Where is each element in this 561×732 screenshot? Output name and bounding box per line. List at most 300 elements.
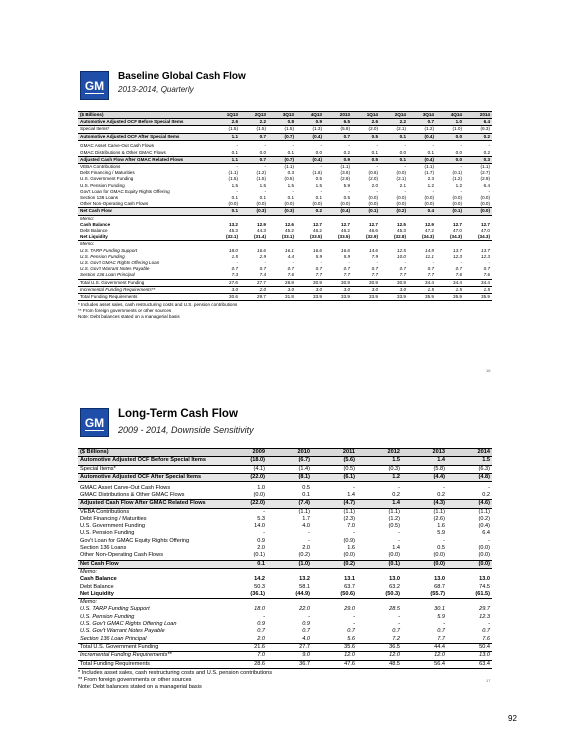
table-cell: 3.0 xyxy=(315,286,322,292)
table-cell: - xyxy=(376,163,378,169)
table-cell: 30.9 xyxy=(324,279,352,286)
table-cell: - xyxy=(404,163,406,169)
table-cell: - xyxy=(308,530,310,537)
table-cell: 2.6 xyxy=(212,119,240,126)
table-cell: 0.7 xyxy=(302,628,310,635)
table-cell: (0.5) xyxy=(284,176,294,182)
table-cell: 18.0 xyxy=(254,606,265,613)
table-cell: (5.6) xyxy=(312,457,357,465)
table-cell: 27.7 xyxy=(267,643,312,651)
table-cell: (1.2) xyxy=(424,126,434,132)
table-cell: (0.0) xyxy=(447,560,492,568)
table-cell: 5.9 xyxy=(437,530,445,537)
table-cell: 0.1 xyxy=(380,133,408,140)
table-cell: 0.2 xyxy=(437,491,445,498)
cash-flow-table xyxy=(78,111,492,301)
table-cell: (2.0) xyxy=(368,126,378,132)
table-header-row xyxy=(78,112,492,119)
table-cell: 10.0 xyxy=(397,253,406,259)
table-cell xyxy=(402,599,447,607)
table-cell: 0.5 xyxy=(302,484,310,491)
table-row xyxy=(78,530,492,537)
row-label: Incremental Funding Requirements** xyxy=(80,286,156,292)
table-row xyxy=(78,552,492,560)
table-cell: 0.1 xyxy=(287,194,294,200)
table-cell: (0.0) xyxy=(396,201,406,207)
units-header: ($ Billions) xyxy=(78,112,212,119)
table-cell: 12.0 xyxy=(434,652,445,659)
table-row xyxy=(78,241,492,248)
table-cell: 12.0 xyxy=(389,652,400,659)
footnote: ** From foreign governments or other sources xyxy=(78,308,172,314)
table-row xyxy=(78,538,492,545)
table-header-row xyxy=(78,449,492,457)
table-cell: (4.8) xyxy=(447,473,492,481)
table-cell: 28.8 xyxy=(268,279,296,286)
row-label: Section 136 Loans xyxy=(80,194,119,200)
table-cell: 14.9 xyxy=(425,247,434,253)
table-cell: 0.1 xyxy=(427,149,434,155)
table-cell: 1.5 xyxy=(287,182,294,188)
table-cell: 18.0 xyxy=(229,247,238,253)
table-cell: 12.0 xyxy=(344,652,355,659)
table-cell: 0.7 xyxy=(257,628,265,635)
table-cell: (0.0) xyxy=(480,201,490,207)
row-label: Memo: xyxy=(78,241,212,248)
table-cell xyxy=(352,215,380,222)
table-cell: 0.7 xyxy=(324,133,352,140)
table-cell: 0.1 xyxy=(315,194,322,200)
table-cell: 58.1 xyxy=(299,583,310,590)
row-label: Incremental Funding Requirements** xyxy=(80,652,172,659)
row-label: VEBA Contributions xyxy=(80,508,130,515)
table-body xyxy=(78,112,492,301)
table-cell: (0.0) xyxy=(368,194,378,200)
table-cell: 0.1 xyxy=(380,156,408,163)
table-cell: 14.6 xyxy=(369,247,378,253)
table-cell: - xyxy=(236,143,238,149)
table-cell: 1.5 xyxy=(357,457,402,465)
table-cell: 0.1 xyxy=(302,491,310,498)
table-cell: 1.6 xyxy=(437,523,445,530)
table-cell: 47.0 xyxy=(481,227,490,233)
table-cell: 7.7 xyxy=(399,272,406,278)
table-cell: - xyxy=(353,613,355,620)
table-cell: (22.0) xyxy=(222,500,267,508)
table-cell: (5.8) xyxy=(340,126,350,132)
table-cell: 0.5 xyxy=(343,194,350,200)
row-label: Other Non-Operating Cash Flows xyxy=(80,552,164,559)
table-cell: (0.2) xyxy=(312,560,357,568)
table-row xyxy=(78,293,492,300)
table-cell: (2.1) xyxy=(396,126,406,132)
slide-subtitle: 2009 - 2014, Downside Sensitivity xyxy=(118,425,254,435)
row-label: Section 136 Loans xyxy=(80,545,127,552)
table-cell: 0.2 xyxy=(392,491,400,498)
column-header: 2014 xyxy=(464,112,492,119)
table-cell: 7.7 xyxy=(343,272,350,278)
slide-header xyxy=(78,67,492,111)
table-cell: 2.6 xyxy=(352,119,380,126)
table-cell: 1.5 xyxy=(231,253,238,259)
table-cell: 0.0 xyxy=(436,156,464,163)
table-cell: - xyxy=(308,613,310,620)
table-cell: (1.5) xyxy=(228,176,238,182)
table-cell: 46.6 xyxy=(369,227,378,233)
table-cell: (1.3) xyxy=(312,126,322,132)
table-cell: 6.4 xyxy=(483,182,490,188)
table-cell: 2.0 xyxy=(257,545,265,552)
table-cell: - xyxy=(460,259,462,265)
row-label: Debt Balance xyxy=(80,583,114,590)
table-cell: 0.3 xyxy=(464,156,492,163)
row-label: Total U.S. Government Funding xyxy=(78,643,222,651)
footnote: ** From foreign governments or other sources xyxy=(78,676,192,683)
table-cell: (2.9) xyxy=(340,176,350,182)
table-cell: 7.6 xyxy=(287,272,294,278)
table-cell: (0.5) xyxy=(388,523,400,530)
table-cell: 3.0 xyxy=(231,286,238,292)
table-cell: 12.7 xyxy=(341,221,350,227)
row-label: U.S. Pension Funding xyxy=(80,613,135,620)
row-label: Adjusted Cash Flow After GMAC Related Flows xyxy=(78,156,212,163)
table-cell: 1.2 xyxy=(427,182,434,188)
table-cell: 7.6 xyxy=(455,272,462,278)
table-cell: 21.6 xyxy=(222,643,267,651)
slide-title: Long-Term Cash Flow xyxy=(118,408,238,420)
table-cell: (4.1) xyxy=(253,465,265,472)
table-cell: 1.5 xyxy=(231,182,238,188)
table-row xyxy=(78,119,492,126)
table-cell: 0.1 xyxy=(212,208,240,215)
table-cell: 13.1 xyxy=(344,576,355,583)
table-cell: 36.5 xyxy=(357,643,402,651)
table-cell: 63.2 xyxy=(389,583,400,590)
table-cell: - xyxy=(236,163,238,169)
table-cell: 16.6 xyxy=(257,247,266,253)
table-cell: 5.9 xyxy=(343,253,350,259)
row-label: Net Liquidity xyxy=(78,234,212,241)
row-label: Cash Balance xyxy=(80,576,117,583)
table-cell: (8.1) xyxy=(267,473,312,481)
row-label: U.S. Gov't Warrant Notes Payable xyxy=(80,266,150,272)
row-label: Automotive Adjusted OCF Before Special Items xyxy=(78,457,222,465)
column-header: 2012 xyxy=(357,449,402,457)
table-cell: (1.2) xyxy=(256,170,266,176)
table-cell: - xyxy=(398,613,400,620)
table-cell: - xyxy=(236,188,238,194)
table-cell: 28.6 xyxy=(222,660,267,668)
table-cell: (0.0) xyxy=(452,194,462,200)
column-header: 2013 xyxy=(402,449,447,457)
table-cell: (3.6) xyxy=(340,170,350,176)
table-cell: (1.2) xyxy=(452,176,462,182)
slide-subtitle: 2013-2014, Quarterly xyxy=(118,85,194,94)
table-cell xyxy=(267,568,312,576)
table-cell: 30.9 xyxy=(296,279,324,286)
table-row xyxy=(78,508,492,516)
row-label: Debt Balance xyxy=(80,227,108,233)
footnotes xyxy=(78,670,492,691)
table-row xyxy=(78,150,492,157)
table-cell: 12.9 xyxy=(425,221,434,227)
table-cell: 74.5 xyxy=(479,583,490,590)
column-header: 4Q14 xyxy=(436,112,464,119)
row-label: Gov't Loan for GMAC Equity Rights Offering xyxy=(80,188,170,194)
table-cell: 1.5 xyxy=(315,182,322,188)
row-label: Total Funding Requirements xyxy=(78,660,222,668)
table-cell: 0.7 xyxy=(483,266,490,272)
slide-long-term-cash-flow xyxy=(78,404,492,691)
table-cell: - xyxy=(264,143,266,149)
table-cell: 46.2 xyxy=(341,227,350,233)
table-cell xyxy=(447,568,492,576)
table-cell: 44.4 xyxy=(402,643,447,651)
table-cell: 3.0 xyxy=(287,286,294,292)
table-cell: 0.9 xyxy=(257,621,265,628)
table-cell: (0.3) xyxy=(388,465,400,472)
table-cell: - xyxy=(398,530,400,537)
table-cell xyxy=(312,599,357,607)
table-row xyxy=(78,126,492,133)
table-cell xyxy=(357,599,402,607)
table-cell: - xyxy=(320,188,322,194)
row-label: Section 136 Loan Principal xyxy=(80,635,147,642)
table-cell: 12.6 xyxy=(285,221,294,227)
table-cell: - xyxy=(488,537,490,544)
table-cell: 1.4 xyxy=(347,491,355,498)
slide-header xyxy=(78,404,492,448)
table-cell: (0.0) xyxy=(452,201,462,207)
table-cell: (7.4) xyxy=(267,500,312,508)
table-cell: 0.2 xyxy=(464,133,492,140)
table-cell: - xyxy=(263,530,265,537)
slide-page-number: 16 xyxy=(486,368,491,373)
table-cell: - xyxy=(348,143,350,149)
table-cell: (4.7) xyxy=(312,500,357,508)
table-cell: (1.1) xyxy=(480,163,490,169)
table-cell xyxy=(447,599,492,607)
table-cell: 5.9 xyxy=(343,182,350,188)
table-cell: 30.9 xyxy=(380,279,408,286)
table-cell: 0.1 xyxy=(371,149,378,155)
table-cell: - xyxy=(404,259,406,265)
table-cell: 0.0 xyxy=(455,149,462,155)
table-cell: 4.0 xyxy=(302,635,310,642)
table-cell: (55.7) xyxy=(402,591,447,599)
table-cell: 5.3 xyxy=(257,515,265,522)
table-cell xyxy=(212,215,240,222)
table-cell: - xyxy=(263,613,265,620)
table-cell: (0.4) xyxy=(408,133,436,140)
table-cell: (34.3) xyxy=(464,234,492,241)
table-cell: 1.4 xyxy=(402,457,447,465)
table-cell: - xyxy=(376,143,378,149)
table-cell: 50.4 xyxy=(447,643,492,651)
table-row xyxy=(78,457,492,465)
table-cell: 1.1 xyxy=(212,133,240,140)
table-cell: 45.2 xyxy=(285,227,294,233)
table-cell: 7.0 xyxy=(347,523,355,530)
table-cell: (0.7) xyxy=(268,133,296,140)
table-cell xyxy=(222,568,267,576)
table-cell: 2.0 xyxy=(257,635,265,642)
table-row xyxy=(78,606,492,613)
column-header: 2Q13 xyxy=(240,112,268,119)
row-label: Cash Balance xyxy=(80,221,111,227)
table-cell: 12.7 xyxy=(453,221,462,227)
table-cell: 12.5 xyxy=(397,247,406,253)
document-page-number: 92 xyxy=(508,714,517,723)
row-label: Automotive Adjusted OCF After Special Items xyxy=(78,133,212,140)
table-cell: 34.4 xyxy=(436,279,464,286)
table-cell: (34.3) xyxy=(436,234,464,241)
table-cell: - xyxy=(398,484,400,491)
table-cell: 0.5 xyxy=(352,133,380,140)
table-cell: 14.2 xyxy=(254,576,265,583)
table-cell: 13.2 xyxy=(229,221,238,227)
table-cell: (1.5) xyxy=(256,126,266,132)
table-row xyxy=(78,652,492,660)
table-cell: 0.7 xyxy=(347,628,355,635)
table-cell: (32.9) xyxy=(352,234,380,241)
row-label: U.S. Pension Funding xyxy=(80,530,135,537)
table-row xyxy=(78,215,492,222)
table-cell: 0.0 xyxy=(315,149,322,155)
table-cell: (0.4) xyxy=(324,208,352,215)
table-row xyxy=(78,584,492,591)
table-cell: 3.0 xyxy=(343,286,350,292)
table-cell: (1.1) xyxy=(433,508,445,515)
table-row xyxy=(78,568,492,576)
table-cell: - xyxy=(320,143,322,149)
table-cell: 3.0 xyxy=(399,286,406,292)
table-cell: 63.7 xyxy=(344,583,355,590)
gm-logo xyxy=(80,71,109,100)
table-cell: - xyxy=(443,537,445,544)
table-cell: 0.1 xyxy=(231,149,238,155)
table-row xyxy=(78,545,492,552)
table-cell: 13.7 xyxy=(453,247,462,253)
row-label: U.S. TARP Funding Support xyxy=(80,606,150,613)
table-cell: (1.1) xyxy=(340,163,350,169)
table-cell: 12.5 xyxy=(397,221,406,227)
table-row xyxy=(78,465,492,473)
table-cell: (0.4) xyxy=(296,133,324,140)
table-cell: 7.9 xyxy=(371,253,378,259)
table-cell: (33.1) xyxy=(268,234,296,241)
table-cell: - xyxy=(353,621,355,628)
row-label: Gov't Loan for GMAC Equity Rights Offering xyxy=(80,537,190,544)
table-cell: 12.3 xyxy=(481,253,490,259)
table-cell: 7.6 xyxy=(482,635,490,642)
table-cell: 1.2 xyxy=(357,473,402,481)
table-cell: (5.8) xyxy=(433,465,445,472)
table-cell: 11.1 xyxy=(425,253,434,259)
row-label: Adjusted Cash Flow After GMAC Related Flows xyxy=(78,500,222,508)
table-cell: (1.5) xyxy=(228,126,238,132)
table-cell: (50.3) xyxy=(357,591,402,599)
column-header: 4Q13 xyxy=(296,112,324,119)
footnotes xyxy=(78,302,492,320)
table-cell: (0.4) xyxy=(408,156,436,163)
row-label: Other Non-Operating Cash Flows xyxy=(80,201,149,207)
table-cell: 27.7 xyxy=(240,279,268,286)
table-cell: 1.2 xyxy=(455,182,462,188)
table-cell: - xyxy=(488,621,490,628)
table-cell: (2.1) xyxy=(396,176,406,182)
table-cell: - xyxy=(488,143,490,149)
table-cell: (0.1) xyxy=(436,208,464,215)
table-cell: 7.4 xyxy=(259,272,266,278)
table-cell: 48.5 xyxy=(357,660,402,668)
table-cell: (0.0) xyxy=(478,545,490,552)
table-cell: 0.8 xyxy=(268,119,296,126)
table-cell: 4.0 xyxy=(302,523,310,530)
table-cell: (22.0) xyxy=(222,473,267,481)
table-cell: (0.0) xyxy=(343,552,355,559)
table-cell: (0.0) xyxy=(464,208,492,215)
table-cell: 44.3 xyxy=(257,227,266,233)
table-cell: - xyxy=(404,188,406,194)
table-cell: 0.7 xyxy=(343,266,350,272)
table-cell: (0.0) xyxy=(402,560,447,568)
table-cell: 0.1 xyxy=(231,194,238,200)
table-cell xyxy=(380,215,408,222)
table-cell: (4.6) xyxy=(447,500,492,508)
table-cell: 0.7 xyxy=(399,266,406,272)
table-cell: (1.5) xyxy=(284,126,294,132)
table-cell: (2.0) xyxy=(368,176,378,182)
table-cell: 1.5 xyxy=(427,286,434,292)
row-label: U.S. Gov't GMAC Rights Offering Loan xyxy=(80,621,177,628)
table-row xyxy=(78,628,492,635)
column-header: 3Q13 xyxy=(268,112,296,119)
table-cell: 16.6 xyxy=(313,247,322,253)
table-cell: 36.7 xyxy=(267,660,312,668)
table-cell: (0.0) xyxy=(388,552,400,559)
table-cell: - xyxy=(398,537,400,544)
table-cell: (6.7) xyxy=(267,457,312,465)
row-label: U.S. Gov't GMAC Rights Offering Loan xyxy=(80,259,160,265)
table-cell: - xyxy=(292,259,294,265)
table-cell: (61.5) xyxy=(447,591,492,599)
table-cell: - xyxy=(376,188,378,194)
table-cell: 1.5 xyxy=(259,182,266,188)
table-cell: (1.1) xyxy=(343,508,355,515)
table-cell: 0.7 xyxy=(259,266,266,272)
table-cell: - xyxy=(460,188,462,194)
table-cell: 12.9 xyxy=(257,221,266,227)
table-cell xyxy=(212,241,240,248)
row-label: Memo: xyxy=(78,599,222,607)
table-cell: (34.3) xyxy=(408,234,436,241)
table-cell xyxy=(436,241,464,248)
row-label: Debt Financing / Maturities xyxy=(80,515,147,522)
table-cell: (1.1) xyxy=(424,163,434,169)
row-label: GMAC Distributions & Other GMAC Flows xyxy=(80,491,185,498)
table-cell: (0.1) xyxy=(357,560,402,568)
table-cell xyxy=(312,568,357,576)
table-cell: (1.7) xyxy=(424,170,434,176)
table-cell: 6.5 xyxy=(324,119,352,126)
table-row xyxy=(78,473,492,481)
table-cell: 0.2 xyxy=(482,491,490,498)
table-cell: 6.4 xyxy=(464,119,492,126)
table-cell: 29.7 xyxy=(240,293,268,300)
row-label: GMAC Asset Carve-Out Cash Flows xyxy=(80,484,171,491)
row-label: Net Liquidity xyxy=(78,591,222,599)
